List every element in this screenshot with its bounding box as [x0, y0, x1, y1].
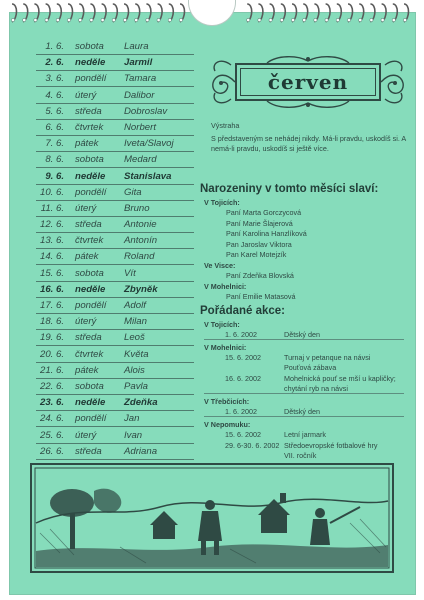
- day-weekday: pátek: [75, 364, 99, 376]
- binding-hole: [123, 18, 126, 21]
- day-row: [10, 314, 200, 330]
- birthday-place: V Mohelnici:: [204, 281, 247, 291]
- day-name: Květa: [124, 348, 149, 360]
- day-weekday: neděle: [75, 283, 106, 295]
- day-row: [10, 185, 200, 201]
- binding-hole: [370, 18, 373, 21]
- binding-hole: [101, 18, 104, 21]
- woodcut-illustration: [30, 463, 394, 573]
- day-name: Norbert: [124, 121, 156, 133]
- birthday-place: Ve Visce:: [204, 261, 236, 270]
- day-weekday: úterý: [75, 202, 97, 214]
- day-row: [10, 217, 200, 233]
- day-row: [10, 55, 200, 71]
- binding-hole: [303, 18, 306, 21]
- month-title-box: [235, 63, 381, 101]
- day-name: Gita: [124, 186, 142, 198]
- event-date: 15. 6. 2002: [225, 353, 261, 362]
- day-date: 1. 6.: [45, 41, 64, 52]
- day-weekday: pondělí: [75, 300, 107, 311]
- day-weekday: úterý: [75, 89, 97, 101]
- day-row: [10, 282, 200, 298]
- binding-hole: [45, 18, 48, 21]
- birthday-person: Paní Zdeňka Blovská: [226, 271, 294, 280]
- day-row: [10, 330, 200, 346]
- day-date: 7. 6.: [45, 138, 64, 150]
- day-name: Stanislava: [124, 170, 172, 182]
- binding-hole: [269, 18, 272, 21]
- day-weekday: čtvrtek: [75, 121, 104, 133]
- day-row: [10, 298, 200, 314]
- day-name: Milan: [124, 316, 147, 328]
- day-row: [10, 428, 200, 444]
- binding-hole: [11, 18, 14, 21]
- binding-hole: [325, 18, 328, 21]
- binding-hole: [247, 18, 250, 21]
- day-weekday: neděle: [75, 397, 106, 409]
- month-banner: [207, 53, 409, 111]
- day-name: Iveta/Slavoj: [124, 138, 174, 150]
- day-date: 25. 6.: [39, 429, 64, 441]
- binding-hole: [403, 18, 406, 21]
- binding-hole: [146, 18, 149, 21]
- day-weekday: čtvrtek: [75, 348, 104, 360]
- day-row: [10, 266, 200, 282]
- event-place: V Třebčicích:: [204, 397, 250, 406]
- event-place: V Tojicích:: [204, 320, 240, 329]
- day-date: 13. 6.: [39, 235, 64, 247]
- day-name: Ivan: [124, 429, 143, 441]
- day-name: Vít: [124, 267, 136, 279]
- day-row: [10, 88, 200, 104]
- day-date: 26. 6.: [39, 445, 64, 457]
- birthday-person: Paní Marta Gorczycová: [226, 208, 302, 217]
- day-name: Medard: [124, 154, 157, 166]
- event-divider: [204, 416, 404, 417]
- day-date: 9. 6.: [45, 170, 64, 182]
- event-date: 1. 6. 2002: [225, 407, 257, 416]
- day-date: 22. 6.: [39, 380, 64, 392]
- event-date: 29. 6-30. 6. 2002: [225, 441, 280, 450]
- day-date: 20. 6.: [39, 348, 64, 360]
- day-name: Adriana: [124, 445, 158, 457]
- day-row: [10, 120, 200, 136]
- day-weekday: pondělí: [75, 73, 107, 85]
- binding-hole: [135, 18, 138, 21]
- day-weekday: sobota: [75, 267, 104, 279]
- birthday-person: Paní Karolina Hanzlíková: [226, 229, 307, 239]
- event-date: 16. 6. 2002: [225, 374, 261, 383]
- calendar-page: [9, 12, 416, 595]
- birthday-person: Pan Karel Motejzík: [226, 250, 287, 260]
- binding-hole: [381, 18, 384, 21]
- day-row: [10, 104, 200, 120]
- day-name: Leoš: [124, 332, 145, 344]
- birthdays-title: Narozeniny v tomto měsíci slaví:: [200, 183, 379, 195]
- day-row: [10, 201, 200, 217]
- day-date: 5. 6.: [45, 105, 64, 117]
- event-divider: [204, 393, 404, 394]
- event-text: Dětský den: [284, 330, 320, 339]
- day-row: [10, 411, 200, 427]
- event-place: V Mohelnici:: [204, 343, 247, 352]
- event-text: Letní jarmark: [284, 430, 326, 439]
- day-row: [10, 39, 200, 55]
- day-name: Laura: [124, 41, 149, 52]
- day-date: 6. 6.: [45, 121, 64, 133]
- events-title: Pořádané akce:: [200, 305, 286, 317]
- day-date: 12. 6.: [39, 219, 64, 231]
- day-weekday: pátek: [75, 138, 99, 150]
- event-text-line2: Pouťová zábava: [284, 363, 337, 372]
- day-name: Antonín: [124, 235, 158, 247]
- birthday-person: Paní Emilie Matasová: [226, 291, 296, 301]
- event-divider: [204, 339, 404, 340]
- binding-hole: [359, 18, 362, 21]
- binding-hole: [90, 18, 93, 21]
- event-place: V Nepomuku:: [204, 420, 251, 429]
- binding-hole: [179, 18, 182, 21]
- binding-hole: [112, 18, 115, 21]
- day-date: 2. 6.: [45, 57, 64, 69]
- day-name: Tamara: [124, 73, 157, 85]
- event-date: 15. 6. 2002: [225, 430, 261, 439]
- day-weekday: sobota: [75, 154, 104, 166]
- day-weekday: pondělí: [75, 186, 107, 198]
- day-weekday: středa: [75, 219, 102, 231]
- binding-hole: [258, 18, 261, 21]
- day-weekday: neděle: [75, 170, 106, 182]
- day-name: Adolf: [124, 300, 146, 311]
- month-title: červen: [267, 70, 349, 94]
- day-name: Dalibor: [124, 89, 155, 101]
- event-text: Turnaj v petanque na návsi: [284, 353, 371, 362]
- event-date: 1. 6. 2002: [225, 330, 257, 339]
- day-weekday: sobota: [75, 41, 104, 52]
- event-text: Dětský den: [284, 407, 320, 416]
- day-weekday: neděle: [75, 57, 106, 69]
- day-row: [10, 363, 200, 379]
- binding-hole: [347, 18, 350, 21]
- day-date: 3. 6.: [45, 73, 64, 85]
- day-name: Roland: [124, 251, 155, 263]
- event-text-line2: chytání ryb na návsi: [284, 384, 348, 393]
- day-weekday: úterý: [75, 316, 97, 328]
- day-name: Pavla: [124, 380, 148, 392]
- birthday-place: V Tojicích:: [204, 198, 240, 207]
- day-name: Zdeňka: [124, 397, 158, 409]
- day-name: Bruno: [124, 202, 150, 214]
- day-weekday: středa: [75, 105, 102, 117]
- day-weekday: středa: [75, 445, 102, 457]
- day-weekday: pondělí: [75, 413, 107, 425]
- day-date: 24. 6.: [39, 413, 64, 425]
- warning-label: Výstraha: [211, 121, 240, 130]
- day-date: 8. 6.: [45, 154, 64, 166]
- day-weekday: úterý: [75, 429, 97, 441]
- binding-hole: [34, 18, 37, 21]
- event-text: Mohelnická pouť se mší u kapličky;: [284, 374, 396, 383]
- day-row: [10, 395, 200, 411]
- binding-hole: [291, 18, 294, 21]
- day-name: Alois: [124, 364, 145, 376]
- day-list: [10, 39, 200, 525]
- day-date: 16. 6.: [39, 283, 64, 295]
- day-date: 11. 6.: [40, 202, 64, 214]
- binding-hole: [56, 18, 59, 21]
- binding-hole: [314, 18, 317, 21]
- event-text: Středoevropské fotbalové hry: [284, 441, 378, 450]
- warning-text: S představeným se nehádej nikdy. Má-li pravdu, uskodíš si. A nemá-li pravdu, uskodíš si ještě více.: [211, 134, 406, 153]
- event-text-line2: VII. ročník: [284, 451, 317, 460]
- birthday-person: Pan Jaroslav Viktora: [226, 239, 292, 249]
- day-row: [10, 136, 200, 152]
- day-row: [10, 347, 200, 363]
- day-date: 4. 6.: [45, 89, 64, 101]
- day-name: Antonie: [124, 219, 157, 231]
- day-row: [10, 152, 200, 168]
- binding-hole: [23, 18, 26, 21]
- day-date: 14. 6.: [39, 251, 64, 263]
- binding-hole: [67, 18, 70, 21]
- day-date: 23. 6.: [39, 397, 64, 409]
- binding-hole: [336, 18, 339, 21]
- day-weekday: středa: [75, 332, 102, 344]
- binding-hole: [168, 18, 171, 21]
- day-date: 17. 6.: [39, 300, 64, 311]
- binding-hole: [79, 18, 82, 21]
- day-row: [10, 233, 200, 249]
- day-weekday: pátek: [75, 251, 99, 263]
- day-weekday: čtvrtek: [75, 235, 104, 247]
- day-name: Dobroslav: [124, 105, 168, 117]
- binding-hole: [157, 18, 160, 21]
- day-row: [10, 379, 200, 395]
- day-name: Jan: [124, 413, 140, 425]
- day-name: Jarmil: [124, 57, 153, 69]
- spiral-binding: [0, 0, 424, 34]
- day-weekday: sobota: [75, 380, 104, 392]
- day-date: 15. 6.: [39, 267, 64, 279]
- day-date: 18. 6.: [39, 316, 64, 328]
- day-row: [10, 71, 200, 87]
- binding-hole: [392, 18, 395, 21]
- day-row: [10, 169, 200, 185]
- day-name: Zbyněk: [124, 283, 158, 295]
- birthday-person: Paní Marie Šlajerová: [226, 218, 293, 228]
- day-date: 19. 6.: [39, 332, 64, 344]
- binding-hole: [280, 18, 283, 21]
- day-date: 10. 6.: [39, 186, 64, 198]
- day-row: [10, 249, 200, 265]
- day-row: [10, 444, 200, 460]
- day-date: 21. 6.: [39, 364, 64, 376]
